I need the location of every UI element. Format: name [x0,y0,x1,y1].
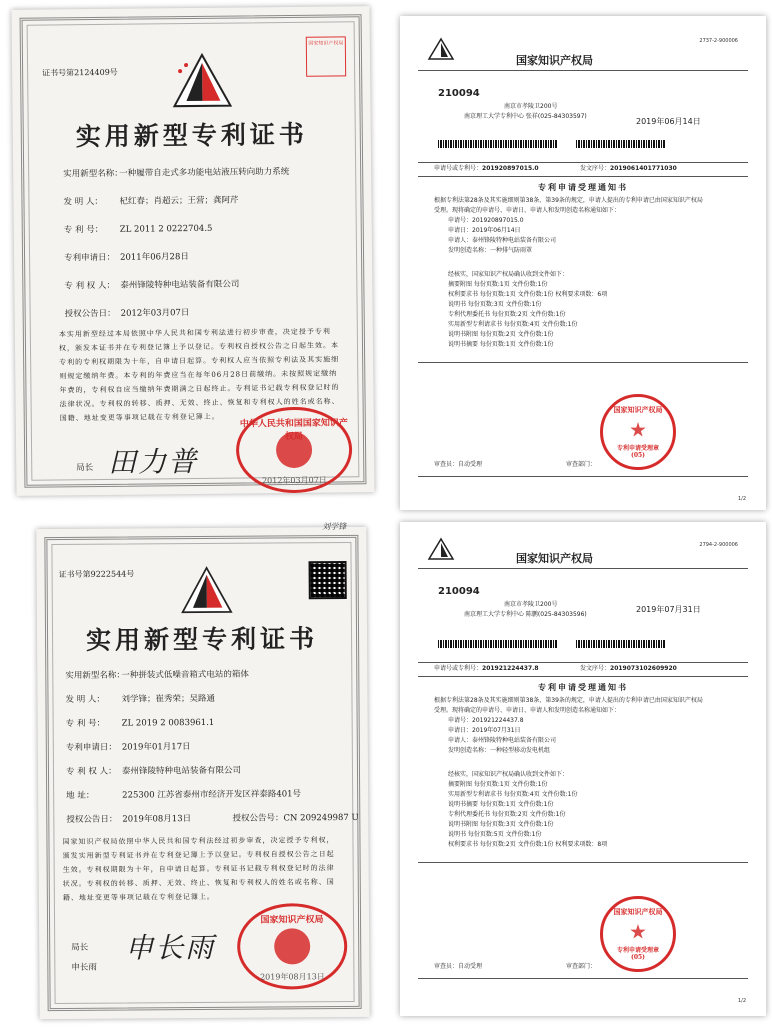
notice-line: 发明创造名称：一种排气防雨罩 [448,247,533,254]
app-number-label: 申请号或专利号： [434,665,483,672]
stamp-text: 国家知识产权局 [260,915,324,926]
inventor-row [65,691,337,705]
notice-line: 说明书附图 每份页数:3页 文件份数:1份 [448,821,554,828]
certificate-number: 证书号第2124409号 [42,67,118,78]
star-icon [630,924,646,940]
apply-date-value: 2019年01月17日 [121,742,191,753]
grant-number-value: CN 209249987 U [283,812,359,824]
director-name: 申长雨 [71,962,97,973]
owner-value: 泰州锋陵特种电站装备有限公司 [121,765,242,777]
notice-line: 专利代理委托书 每份页数:2页 文件份数:1份 [448,311,566,318]
send-number-row [580,164,677,174]
notice-line: 权利要求书 每份页数:1页 文件份数:1份 权利要求项数：6项 [448,291,608,298]
rule [418,476,748,477]
stamp-subtitle: 专利申请受理章 [616,445,659,452]
apply-date-label: 专利申请日： [65,742,117,753]
owner-value: 泰州锋陵特种电站装备有限公司 [120,279,240,291]
department: 审查部门： [566,963,597,970]
barcode [438,640,558,648]
director-signature: 申长雨 [125,930,216,965]
header-rule [418,70,748,71]
utility-name-value: 一种拼装式低噪音箱式电站的箱体 [121,669,249,681]
grant-date-value: 2019年08月13日 [122,814,192,825]
notice-line: 说明书 每份页数:5页 文件份数:1份 [448,831,542,838]
certificate-title: 实用新型专利证书 [85,624,319,655]
notice-title: 专利申请受理通知书 [538,183,628,192]
send-number-row [580,664,677,674]
patent-number-row [66,715,338,729]
notice-line: 说明书摘要 每份页数:1页 文件份数:1份 [448,801,554,808]
acceptance-notice-2 [400,522,766,1016]
address-row [66,787,338,801]
app-number-row [434,164,539,174]
notice-code: 2794-2-900006 [699,542,738,548]
handwritten-mark: 刘学锋 [322,521,347,532]
rule [418,978,748,979]
inventor-label: 发 明 人： [63,196,103,208]
notice-line: 经核实，国家知识产权局确认收到文件如下： [448,771,569,778]
notice-line: 申请号：201921224437.8 [448,717,524,724]
notice-line: 根据专利法第28条及其实施细则第38条、第39条的规定，申请人提出的专利申请已由国家知识产权局 [434,697,703,704]
notice-line: 说明书摘要 每份页数:1页 文件份数:1份 [448,341,554,348]
address-label: 地 址： [66,790,95,801]
apply-date-row [66,739,338,753]
notice-line: 实用新型专利请求书 每份页数:4页 文件份数:1份 [448,791,578,798]
department: 审查部门： [566,461,597,468]
notice-line: 经核实，国家知识产权局确认收到文件如下： [448,271,569,278]
notice-line: 摘要附图 每份页数:1页 文件份数:1份 [448,281,548,288]
utility-name-label: 实用新型名称： [65,670,125,681]
rule [418,162,748,163]
certificate-number: 证书号第9222544号 [58,569,135,580]
acceptance-stamp [600,896,676,972]
notice-line: 权利要求书 每份页数:2页 文件份数:1份 权利要求项数：8项 [448,841,608,848]
notice-line: 申请人：泰州锋陵特种电站装备有限公司 [448,737,557,744]
notice-line: 受理。现将确定的申请号、申请日、申请人和发明创造名称通知如下： [434,707,621,714]
address-line-2: 南京理工大学专利中心 张祥(025-84303597) [464,113,587,120]
national-emblem-icon [274,928,310,964]
notice-line: 发明创造名称：一种轻型移动发电机组 [448,747,551,754]
zip-code: 210094 [438,586,480,597]
patent-number-label: 专 利 号： [65,718,106,729]
issue-date: 2019年07月31日 [636,605,701,614]
send-number-label: 发文序号： [580,165,611,172]
notice-title: 专利申请受理通知书 [538,683,628,692]
cnipa-logo-icon [172,53,233,109]
national-emblem-icon [276,432,312,468]
header-rule [418,568,748,569]
notice-line: 说明书 每份页数:3页 文件份数:1份 [448,301,542,308]
utility-name-row [65,667,337,681]
star-icon [630,422,646,438]
grant-date-label: 授权公告日： [66,814,118,825]
owner-label: 专 利 权 人： [65,766,117,777]
acceptance-notice-1 [400,16,766,510]
notice-line: 说明书附图 每份页数:2页 文件份数:1份 [448,331,554,338]
agency-name: 国家知识产权局 [516,54,593,67]
address-line-1: 南京市孝陵卫200号 [504,601,558,608]
rule [418,362,748,363]
logo-box: 国家知识产权局 [306,36,346,76]
zip-code: 210094 [438,88,480,99]
official-stamp [236,406,353,493]
rule [418,662,748,663]
stamp-date: 2019年08月13日 [260,972,325,982]
notice-line: 实用新型专利请求书 每份页数:4页 文件份数:1份 [448,321,578,328]
official-stamp [237,903,348,990]
acceptance-stamp [600,394,676,470]
address-line-2: 南京理工大学专利中心 陈鹏(025-84303596) [464,611,587,618]
certificate-title: 实用新型专利证书 [75,119,308,152]
app-number-value: 201921224437.8 [482,665,539,672]
send-number-label: 发文序号： [580,665,611,672]
address-line-1: 南京市孝陵卫200号 [504,103,558,110]
patent-number-label: 专 利 号： [63,224,104,236]
grant-date-label: 授权公告日： [64,308,116,320]
notice-line: 申请日：2019年07月31日 [448,727,521,734]
stamp-date: 2012年03月07日 [262,475,327,486]
utility-name-value: 一种履带自走式多功能电站液压转向助力系统 [119,166,290,179]
barcode [438,140,558,148]
notice-code: 2737-2-900006 [699,38,738,44]
reviewer: 审查员：自动受理 [434,963,483,970]
inventor-label: 发 明 人： [65,694,105,705]
utility-name-label: 实用新型名称： [63,168,123,180]
cnipa-logo-icon [428,538,454,560]
cnipa-logo-icon [181,566,233,614]
owner-label: 专 利 权 人： [64,280,116,292]
rule [418,676,748,677]
notice-line: 受理。现将确定的申请号、申请日、申请人和发明创造名称通知如下： [434,207,621,214]
rule [418,176,748,177]
certificate-body: 国家知识产权局依照中华人民共和国专利法经过初步审查，决定授予专利权，颁发实用新型专利证书并在专利登记簿上予以登记。专利权自授权公告之日起生效。专利权期限为十年，自申请日起算。专利证书记载专利权登记时的法律状况。专利权的转移、质押、无效、终止、恢复和专利权人的姓名或名称、国籍、地址变更等事项记载在专利登记簿上。 [62,836,335,902]
reviewer: 审查员：自动受理 [434,461,483,468]
grant-number-label: 授权公告号： [232,813,284,824]
director-label: 局长 [76,463,94,474]
app-number-label: 申请号或专利号： [434,165,483,172]
barcode [576,140,666,148]
cnipa-logo-icon [428,38,454,60]
agency-name: 国家知识产权局 [516,552,593,565]
grant-date-row [66,811,359,825]
rule [418,862,748,863]
app-number-value: 201920897015.0 [482,165,539,172]
patent-certificate-1 [11,6,374,496]
stamp-subtitle: 专利申请受理章 [616,947,659,954]
app-number-row [434,664,539,674]
owner-row [66,763,338,777]
certificate-body: 本实用新型经过本局依照中华人民共和国专利法进行初步审查，决定授予专利权，颁发本证书并在专利登记簿上予以登记。专利权自授权公告之日起生效。本专利的专利权期限为十年，自申请日起算。专利权人应当依照专利法及其实施细则规定缴纳年费。本专利的年费应当在每年06月28日前缴纳。未按照规定缴纳年费的，专利权自应当缴纳年费期满之日起终止。专利证书记载专利权登记时的法律状况。专利权的转移、质押、无效、终止、恢复和专利权人的姓名或名称、国籍、地址变更等事项记载在专利登记簿上。 [58,327,340,423]
notice-line: 根据专利法第28条及其实施细则第38条、第39条的规定，申请人提出的专利申请已由国家知识产权局 [434,197,703,204]
stamp-text: 国家知识产权局 [613,405,663,414]
inventor-value: 刘学锋；崔秀荣；吴路通 [121,693,216,705]
director-signature: 田力普 [108,444,199,479]
inventor-value: 杞红春；肖超云；王营；龚阿芹 [119,195,239,207]
patent-certificate-2 [36,521,369,1019]
patent-number-value: ZL 2019 2 0083961.1 [121,717,215,729]
notice-line: 申请人：泰州锋陵特种电站装备有限公司 [448,237,557,244]
notice-line: 申请号：201920897015.0 [448,217,524,224]
apply-date-value: 2011年06月28日 [120,252,189,263]
stamp-code: (05) [630,452,646,459]
send-number-value: 2019061401771030 [610,165,677,172]
notice-line: 摘要附图 每份页数:1页 文件份数:1份 [448,781,548,788]
barcode [576,640,666,648]
page-number: 1/2 [737,998,746,1004]
page-number: 1/2 [737,496,746,502]
notice-line: 申请日：2019年06月14日 [448,227,521,234]
director-label: 局长 [71,942,89,953]
stamp-text: 国家知识产权局 [613,907,663,916]
apply-date-label: 专利申请日： [64,252,116,264]
grant-date-value: 2012年03月07日 [120,308,190,319]
patent-number-value: ZL 2011 2 0222704.5 [119,223,213,235]
stamp-text: 中华人民共和国国家知识产权局 [239,418,348,430]
issue-date: 2019年06月14日 [636,117,701,126]
address-value: 225300 江苏省泰州市经济开发区祥泰路401号 [122,789,302,801]
send-number-value: 2019073102609920 [610,665,677,672]
notice-line: 专利代理委托书 每份页数:2页 文件份数:1份 [448,811,566,818]
qr-code [309,561,347,599]
stamp-code: (05) [630,954,646,961]
